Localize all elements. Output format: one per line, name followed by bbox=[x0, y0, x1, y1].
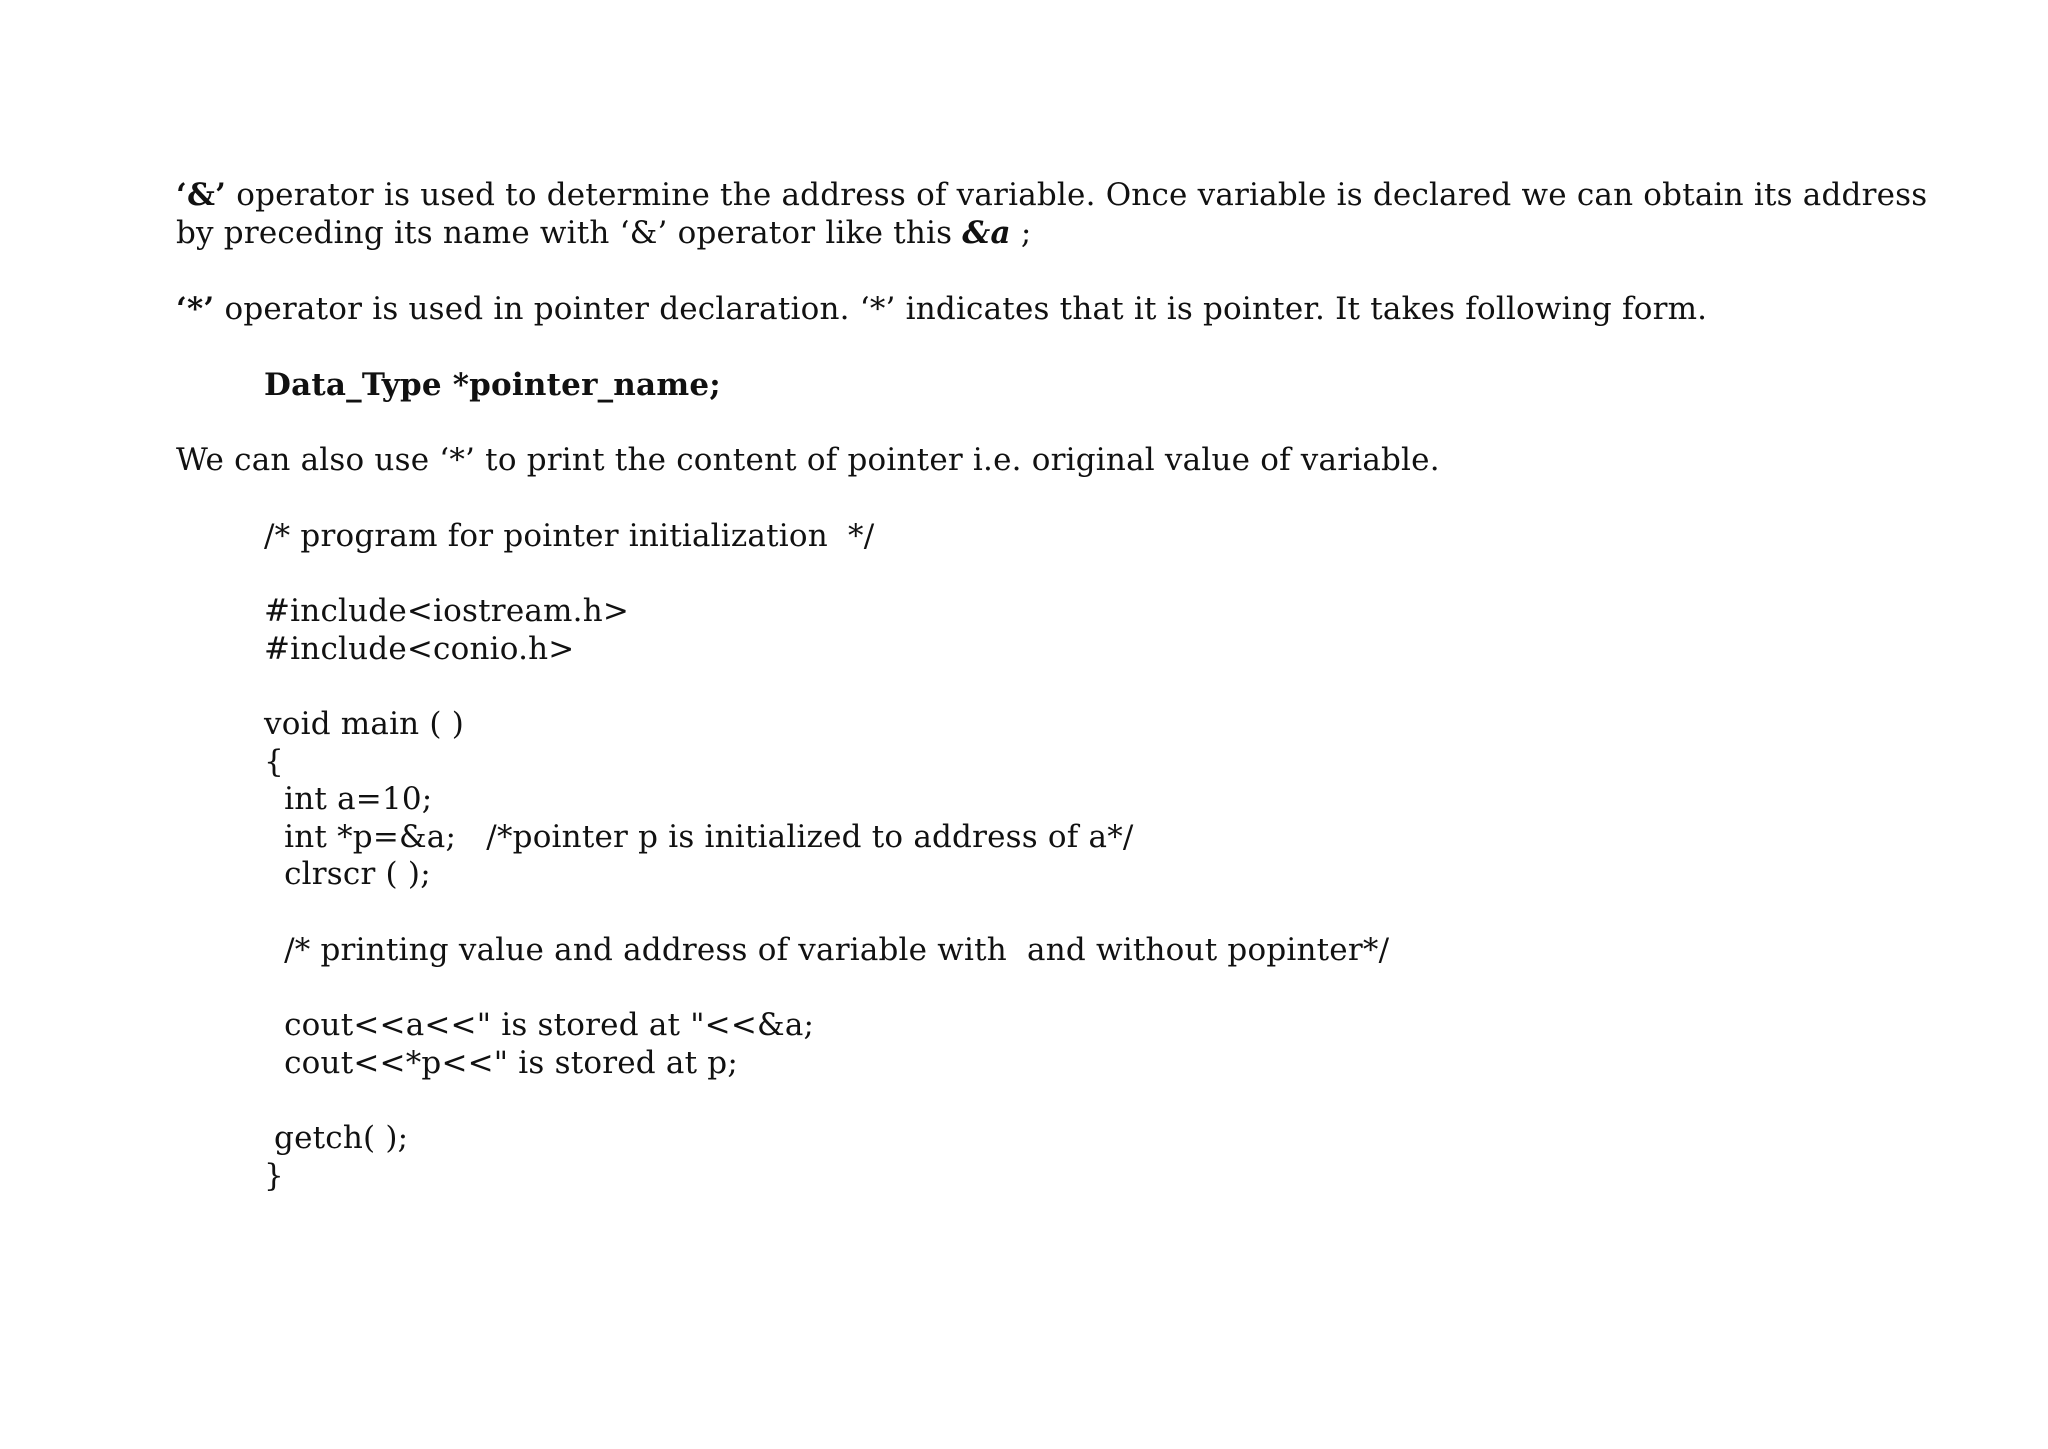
code-clrscr: clrscr ( ); bbox=[264, 856, 431, 892]
code-comment-title: /* program for pointer initialization */ bbox=[264, 518, 875, 554]
para-address-operator-end: ; bbox=[1010, 215, 1032, 251]
code-cout-pointer: cout<<*p<<" is stored at p; bbox=[264, 1045, 738, 1081]
address-operator-symbol: ‘&’ bbox=[176, 177, 227, 213]
code-brace-close: } bbox=[264, 1158, 284, 1194]
code-include-conio: #include<conio.h> bbox=[264, 631, 575, 667]
para-dereference: We can also use ‘*’ to print the content of pointer i.e. original value of variable. bbox=[176, 442, 1440, 478]
code-comment-print: /* printing value and address of variable with and without popinter*/ bbox=[264, 932, 1390, 968]
para-address-operator-text2: by preceding its name with ‘&’ operator like this bbox=[176, 215, 963, 251]
address-expression: &a bbox=[962, 215, 1011, 251]
para-pointer-operator-text: operator is used in pointer declaration. ‘*’ indicates that it is pointer. It takes following form. bbox=[214, 291, 1708, 327]
code-declare-a: int a=10; bbox=[264, 781, 433, 817]
code-main-signature: void main ( ) bbox=[264, 706, 465, 742]
code-cout-value: cout<<a<<" is stored at "<<&a; bbox=[264, 1007, 815, 1043]
para-address-operator-line2 bbox=[176, 214, 1031, 252]
pointer-declaration-syntax: Data_Type *pointer_name; bbox=[264, 367, 721, 403]
code-brace-open: { bbox=[264, 744, 284, 780]
para-pointer-operator bbox=[176, 290, 1707, 328]
para-address-operator-text: operator is used to determine the address of variable. Once variable is declared we can obtain its address bbox=[226, 177, 1928, 213]
pointer-operator-symbol: ‘*’ bbox=[176, 291, 215, 327]
code-include-iostream: #include<iostream.h> bbox=[264, 593, 630, 629]
code-declare-pointer: int *p=&a; /*pointer p is initialized to address of a*/ bbox=[264, 819, 1134, 855]
para-address-operator-line1 bbox=[176, 176, 1927, 214]
code-getch: getch( ); bbox=[264, 1120, 409, 1156]
